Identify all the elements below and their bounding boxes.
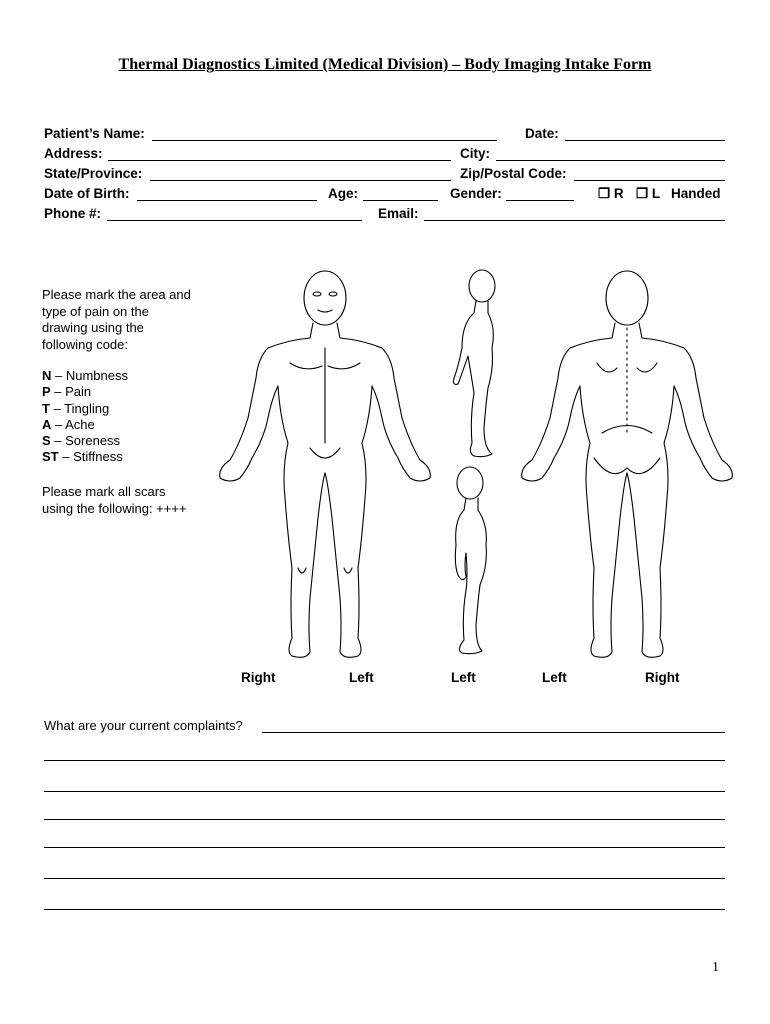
complaints-label: What are your current complaints? bbox=[44, 718, 243, 733]
handed-label: Handed bbox=[671, 186, 721, 201]
pain-code-list bbox=[42, 368, 128, 466]
instruction-line: following code: bbox=[42, 336, 128, 352]
complaints-line[interactable] bbox=[44, 819, 725, 820]
code-letter: N bbox=[42, 368, 52, 383]
patient-name-label: Patient’s Name: bbox=[44, 126, 145, 141]
instruction-line: drawing using the bbox=[42, 320, 144, 335]
address-label: Address: bbox=[44, 146, 103, 161]
scars-line: Please mark all scars bbox=[42, 484, 166, 499]
code-item bbox=[42, 401, 128, 417]
code-item bbox=[42, 384, 128, 400]
code-letter: S bbox=[42, 433, 51, 449]
code-item bbox=[42, 417, 128, 433]
age-field[interactable] bbox=[363, 200, 438, 201]
phone-label: Phone #: bbox=[44, 206, 102, 221]
complaints-line[interactable] bbox=[44, 760, 725, 761]
state-label: State/Province: bbox=[44, 166, 143, 181]
scars-line: using the following: ++++ bbox=[42, 500, 187, 516]
email-label: Email: bbox=[378, 206, 419, 221]
gender-label: Gender: bbox=[450, 186, 502, 201]
pain-instructions bbox=[42, 287, 217, 353]
code-letter: ST bbox=[42, 449, 59, 465]
complaints-line[interactable] bbox=[44, 791, 725, 792]
date-label: Date: bbox=[525, 126, 559, 141]
dob-field[interactable] bbox=[137, 200, 317, 201]
code-desc: – Tingling bbox=[49, 400, 110, 416]
code-desc: – Numbness bbox=[51, 368, 128, 383]
code-item bbox=[42, 449, 128, 465]
front-left-label: Left bbox=[349, 670, 374, 685]
dob-label: Date of Birth: bbox=[44, 186, 130, 201]
scars-instructions bbox=[42, 484, 217, 517]
front-body-diagram[interactable] bbox=[210, 268, 440, 663]
code-desc: – Pain bbox=[50, 384, 92, 400]
handed-left-checkbox[interactable]: ❒ L bbox=[636, 186, 661, 201]
state-field[interactable] bbox=[150, 180, 451, 181]
phone-field[interactable] bbox=[107, 220, 362, 221]
side-left-label: Left bbox=[451, 670, 476, 685]
complaints-line[interactable] bbox=[44, 909, 725, 910]
back-left-label: Left bbox=[542, 670, 567, 685]
code-item bbox=[42, 433, 128, 449]
form-title: Thermal Diagnostics Limited (Medical Division) – Body Imaging Intake Form bbox=[118, 56, 652, 73]
age-label: Age: bbox=[328, 186, 358, 201]
city-label: City: bbox=[460, 146, 490, 161]
front-right-label: Right bbox=[241, 670, 276, 685]
code-desc: – Stiffness bbox=[58, 449, 123, 465]
complaints-field[interactable] bbox=[262, 732, 725, 733]
complaints-line[interactable] bbox=[44, 847, 725, 848]
code-desc: – Ache bbox=[51, 416, 95, 432]
page-number: 1 bbox=[712, 960, 719, 975]
address-field[interactable] bbox=[108, 160, 451, 161]
zip-label: Zip/Postal Code: bbox=[460, 166, 567, 181]
instruction-line: Please mark the area and bbox=[42, 287, 191, 302]
date-field[interactable] bbox=[565, 140, 725, 141]
code-letter: A bbox=[42, 416, 52, 432]
code-desc: – Soreness bbox=[50, 433, 121, 449]
back-body-diagram[interactable] bbox=[512, 268, 742, 663]
code-item bbox=[42, 368, 128, 384]
gender-field[interactable] bbox=[506, 200, 574, 201]
code-letter: P bbox=[42, 384, 51, 400]
patient-name-field[interactable] bbox=[152, 140, 497, 141]
handed-right-checkbox[interactable]: ❒ R bbox=[598, 186, 624, 201]
side-body-diagram-bottom[interactable] bbox=[440, 465, 510, 660]
email-field[interactable] bbox=[424, 220, 725, 221]
instruction-line: type of pain on the bbox=[42, 303, 149, 319]
back-right-label: Right bbox=[645, 670, 680, 685]
complaints-line[interactable] bbox=[44, 878, 725, 879]
code-letter: T bbox=[42, 400, 50, 416]
city-field[interactable] bbox=[496, 160, 725, 161]
zip-field[interactable] bbox=[574, 180, 725, 181]
side-body-diagram-top[interactable] bbox=[440, 268, 510, 463]
